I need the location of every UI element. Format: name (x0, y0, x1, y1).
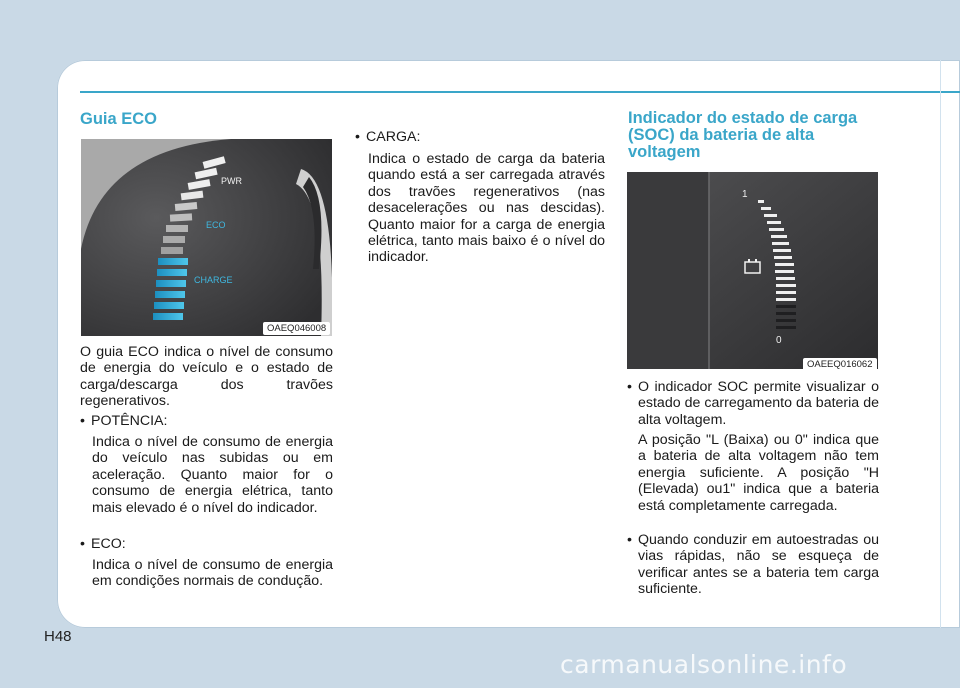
list-item-text: Indica o estado de carga da bateria quando está a ser carregada através dos travões regenerativos (nas desacelerações ou nas descidas). Quanto maior for a carga de energia elétrica, tanto mais baixo é o nível do indicador. (368, 151, 605, 266)
soc-bottom-label: 0 (776, 335, 782, 346)
list-item-label: CARGA: (366, 129, 421, 145)
figure-code: OAEQ046008 (263, 322, 330, 335)
heading-soc-indicator: Indicador do estado de carga (SOC) da bateria de alta voltagem (628, 109, 858, 161)
list-item: • O indicador SOC permite visualizar o estado de carregamento da bateria de alta voltagem. (627, 379, 879, 428)
eco-gauge-illustration (81, 139, 332, 336)
eco-intro-text: O guia ECO indica o nível de consumo de energia do veículo e o estado de carga/descarga dos travões regenerativos. (80, 344, 333, 410)
margin-rule (940, 60, 941, 628)
watermark-text: carmanualsonline.info (560, 650, 848, 679)
list-item-label: ECO: (91, 536, 126, 552)
list-item: • Quando conduzir em autoestradas ou vias rápidas, não se esqueça de verificar antes se a bateria tem carga suficiente. (627, 532, 879, 598)
heading-eco-guide: Guia ECO (80, 110, 158, 128)
list-item-text: Quando conduzir em autoestradas ou vias rápidas, não se esqueça de verificar antes se a bateria tem carga suficiente. (638, 532, 879, 598)
list-item-text: A posição "L (Baixa) ou 0" indica que a bateria de alta voltagem não tem energia suficiente. A posição "H (Elevada) ou1" indica que a bateria está completamente carregada. (638, 432, 879, 514)
charge-label: CHARGE (194, 275, 233, 285)
page-number: H48 (44, 628, 72, 645)
list-item-text: O indicador SOC permite visualizar o estado de carregamento da bateria de alta voltagem. (638, 379, 879, 428)
soc-gauge-figure (627, 172, 878, 369)
list-item-text: Indica o nível de consumo de energia do veículo nas subidas ou em aceleração. Quanto maior for o consumo de energia elétrica, tanto mais elevado é o nível do indicador. (92, 434, 333, 516)
header-rule (80, 91, 960, 93)
soc-gauge-illustration (627, 172, 878, 369)
figure-code: OAEEQ016062 (803, 358, 877, 369)
list-item: • CARGA: (355, 129, 421, 145)
list-item-label: POTÊNCIA: (91, 413, 168, 429)
eco-label: ECO (206, 220, 226, 230)
list-item: • POTÊNCIA: (80, 413, 168, 429)
list-item: • ECO: (80, 536, 126, 552)
soc-top-label: 1 (742, 189, 748, 200)
pwr-label: PWR (221, 176, 242, 186)
list-item-text: Indica o nível de consumo de energia em condições normais de condução. (92, 557, 333, 590)
eco-gauge-figure (81, 139, 332, 336)
